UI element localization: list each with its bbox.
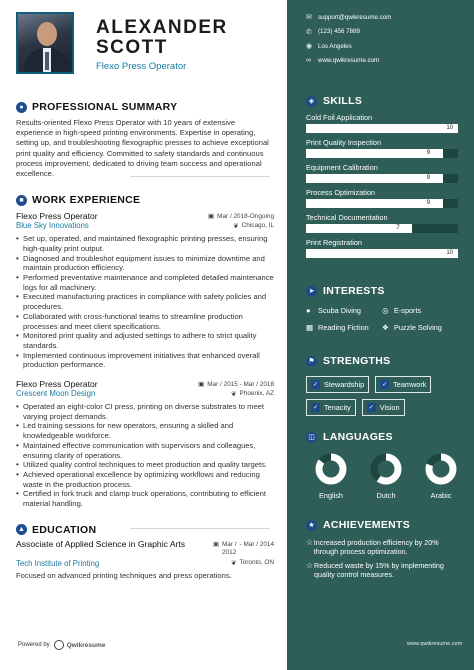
list-item: • Certified in fork truck and clamp truck operations, contributing to efficient material handling. (16, 489, 274, 508)
section-title: WORK EXPERIENCE (32, 194, 141, 207)
location-icon: ◉ (306, 43, 313, 51)
sidebar (287, 0, 474, 670)
contact-phone[interactable]: ✆ (123) 456 7889 (306, 28, 360, 36)
section-title: STRENGTHS (323, 355, 391, 367)
job-bullets (16, 234, 274, 370)
diving-icon: ● (306, 306, 311, 315)
skill-bar (306, 124, 458, 133)
interests-section (306, 284, 464, 332)
skills-list (306, 113, 464, 258)
pin-icon: ❦ (231, 559, 237, 567)
skill-bar-fill (306, 149, 443, 158)
list-item: • Operated an eight-color CI press, printing on diverse substrates to meet varying project demands. (16, 402, 274, 421)
mail-icon: ✉ (306, 14, 312, 22)
skill-name: Process Optimization (306, 188, 375, 197)
section-title: LANGUAGES (323, 431, 393, 443)
section-title: PROFESSIONAL SUMMARY (32, 101, 178, 113)
sports-icon: ◎ (382, 306, 389, 315)
strengths-list (306, 376, 466, 416)
calendar-icon: ▣ (208, 213, 215, 221)
job-entry-date: ▣ Mar / 2015 - Mar / 2018 (198, 380, 274, 389)
puzzle-icon: ❖ (382, 323, 389, 332)
trophy-icon: ☆ (306, 561, 314, 570)
achievement-item: ☆ Reduced waste by 15% by implementing quality control measures. (306, 561, 444, 579)
name-block (96, 18, 228, 72)
language-donut (314, 452, 348, 486)
language-item (366, 452, 406, 500)
list-item: • Executed manufacturing practices in compliance with safety policies and procedures. (16, 292, 274, 311)
skill-value: 9 (426, 150, 431, 156)
skill-bar (306, 199, 458, 208)
education-description: Focused on advanced printing techniques and press operations. (16, 570, 232, 580)
divider (130, 176, 270, 177)
language-donut (424, 452, 458, 486)
strengths-section (306, 354, 464, 416)
strength-tag: ✓ Stewardship (306, 376, 369, 393)
job-entry-title: Flexo Press Operator (16, 379, 98, 390)
calendar-icon: ▣ (212, 540, 219, 548)
achievements-section (306, 518, 464, 579)
book-icon: ▦ (306, 323, 314, 332)
languages-list (311, 452, 461, 500)
trophy-icon: ★ (306, 520, 317, 531)
footer-website[interactable]: www.qwikresume.com (407, 641, 463, 647)
interest-item: ● Scuba Diving (306, 306, 361, 315)
pin-icon: ❦ (233, 222, 239, 230)
contact-location: ◉ Los Angeles (306, 42, 352, 51)
skill-bar-fill (306, 124, 458, 133)
contact-website[interactable]: ∞ www.qwikresume.com (306, 57, 380, 65)
job-entry-2 (16, 379, 274, 509)
calendar-icon: ▣ (198, 381, 205, 389)
resume-header (16, 12, 271, 88)
flag-icon: ⚑ (306, 356, 317, 367)
list-item: • Set up, operated, and maintained flexographic printing presses, ensuring high-quality print output. (16, 234, 274, 253)
brand-name: Qwikresume (66, 641, 106, 649)
languages-section (306, 430, 464, 500)
language-name: Dutch (376, 491, 396, 500)
skill-name: Print Quality Inspection (306, 138, 382, 147)
pin-icon: ❦ (231, 390, 237, 398)
skill-bar (306, 174, 458, 183)
language-icon: ◫ (306, 432, 317, 443)
skill-name: Print Registration (306, 238, 362, 247)
skill-name: Cold Foil Application (306, 113, 373, 122)
section-title: SKILLS (323, 95, 363, 107)
language-item (421, 452, 461, 500)
experience-section (16, 193, 274, 509)
education-location: ❦ Toronto, ON (231, 559, 274, 567)
company-name: Crescent Moon Design (16, 389, 96, 399)
list-item: • Monitored print quality and adjusted settings to adhere to strict quality standards. (16, 331, 274, 350)
list-item: • Led training sessions for new operators, ensuring a skilled and knowledgeable workforce. (16, 421, 274, 440)
phone-icon: ✆ (306, 28, 312, 36)
interest-item: ◎ E-sports (382, 306, 422, 315)
check-icon: ✓ (382, 382, 388, 388)
list-item: • Performed preventative maintenance and completed detailed maintenance logs for all machinery. (16, 273, 274, 292)
school-name: Tech Institute of Printing (16, 558, 100, 568)
language-name: Arabic (430, 491, 452, 500)
skill-value: 9 (426, 200, 431, 206)
link-icon: ∞ (306, 57, 311, 65)
profile-photo (16, 12, 74, 74)
check-icon: ✓ (368, 405, 374, 411)
graduation-cap-icon: ▲ (16, 524, 27, 535)
powered-by: Powered by Qwikresume (18, 641, 106, 649)
trophy-icon: ☆ (306, 538, 314, 547)
language-item (311, 452, 351, 500)
check-icon: ✓ (312, 405, 319, 411)
contact-list (306, 10, 464, 68)
skill-bar-fill (306, 249, 458, 258)
lightbulb-icon: ◈ (306, 96, 317, 107)
interest-item: ▦ Reading Fiction (306, 323, 369, 332)
first-name: ALEXANDER (96, 17, 228, 38)
last-name: SCOTT (96, 37, 168, 58)
skill-bar (306, 224, 458, 233)
skill-name: Equipment Calibration (306, 163, 378, 172)
briefcase-icon: ■ (16, 195, 27, 206)
skills-section (306, 94, 464, 258)
job-entry-location: ❦ Chicago, IL (233, 222, 274, 230)
job-bullets (16, 402, 274, 509)
strength-tag: ✓ Vision (362, 399, 405, 416)
summary-section (16, 100, 271, 179)
language-donut (369, 452, 403, 486)
section-title: EDUCATION (32, 523, 97, 536)
list-item: • Achieved operational excellence by optimizing workflows and reducing waste in the production process. (16, 470, 274, 489)
person-icon: ● (16, 102, 27, 113)
language-name: English (319, 491, 343, 500)
skill-bar (306, 149, 458, 158)
contact-email[interactable]: ✉ support@qwikresume.com (306, 13, 392, 22)
achievement-item: ☆ Increased production efficiency by 20% through process optimization. (306, 538, 439, 556)
list-item: • Utilized quality control techniques to meet production and quality targets. (16, 460, 274, 470)
section-title: INTERESTS (323, 285, 385, 297)
skill-value: 7 (396, 225, 400, 231)
skill-name: Technical Documentation (306, 213, 388, 222)
job-entry-date: ▣ Mar / 2018-Ongoing (208, 212, 274, 221)
strength-tag: ✓ Tenacity (306, 399, 356, 416)
job-title: Flexo Press Operator (96, 61, 187, 72)
interests-grid (306, 306, 464, 332)
skill-value: 9 (426, 175, 431, 181)
interest-item: ❖ Puzzle Solving (382, 323, 442, 332)
skill-bar-fill (306, 199, 443, 208)
list-item: • Diagnosed and troubleshot equipment issues to minimize downtime and maintain production efficiency. (16, 254, 274, 273)
check-icon: ✓ (312, 382, 319, 388)
skill-bar-fill (306, 174, 443, 183)
skill-bar (306, 249, 458, 258)
paper-plane-icon: ➤ (306, 286, 317, 297)
list-item: • Collaborated with cross-functional teams to streamline production processes and meet client specifications. (16, 312, 274, 331)
strength-tag: ✓ Teamwork (375, 376, 431, 393)
degree-title: Associate of Applied Science in Graphic Arts (16, 538, 186, 549)
job-entry-1 (16, 211, 274, 370)
education-date: ▣ Mar / 2012 - Mar / 2014 (212, 540, 274, 556)
list-item: • Maintained effective communication with supervisors and colleagues, ensuring clarity of operations. (16, 441, 274, 460)
education-entry (16, 539, 274, 557)
job-entry-location: ❦ Phoenix, AZ (231, 390, 274, 398)
list-item: • Implemented continuous improvement initiatives that enhanced overall production performance. (16, 351, 274, 370)
skill-value: 10 (446, 125, 453, 131)
job-entry-title: Flexo Press Operator (16, 211, 98, 222)
qwikresume-logo-icon (54, 640, 64, 650)
company-name: Blue Sky Innovations (16, 221, 89, 231)
summary-text: Results-oriented Flexo Press Operator with 10 years of extensive experience in high-speed printing environments. Expertise in operating, setting up, and troubleshooting flexographic presses to achieve exceptional print quality and efficiency. Committed to safety standards and continuous process improvement, dedicated to driving team success and operational excellence. (16, 118, 269, 179)
education-section (16, 523, 274, 581)
section-title: ACHIEVEMENTS (323, 519, 411, 531)
skill-value: 10 (446, 250, 453, 256)
